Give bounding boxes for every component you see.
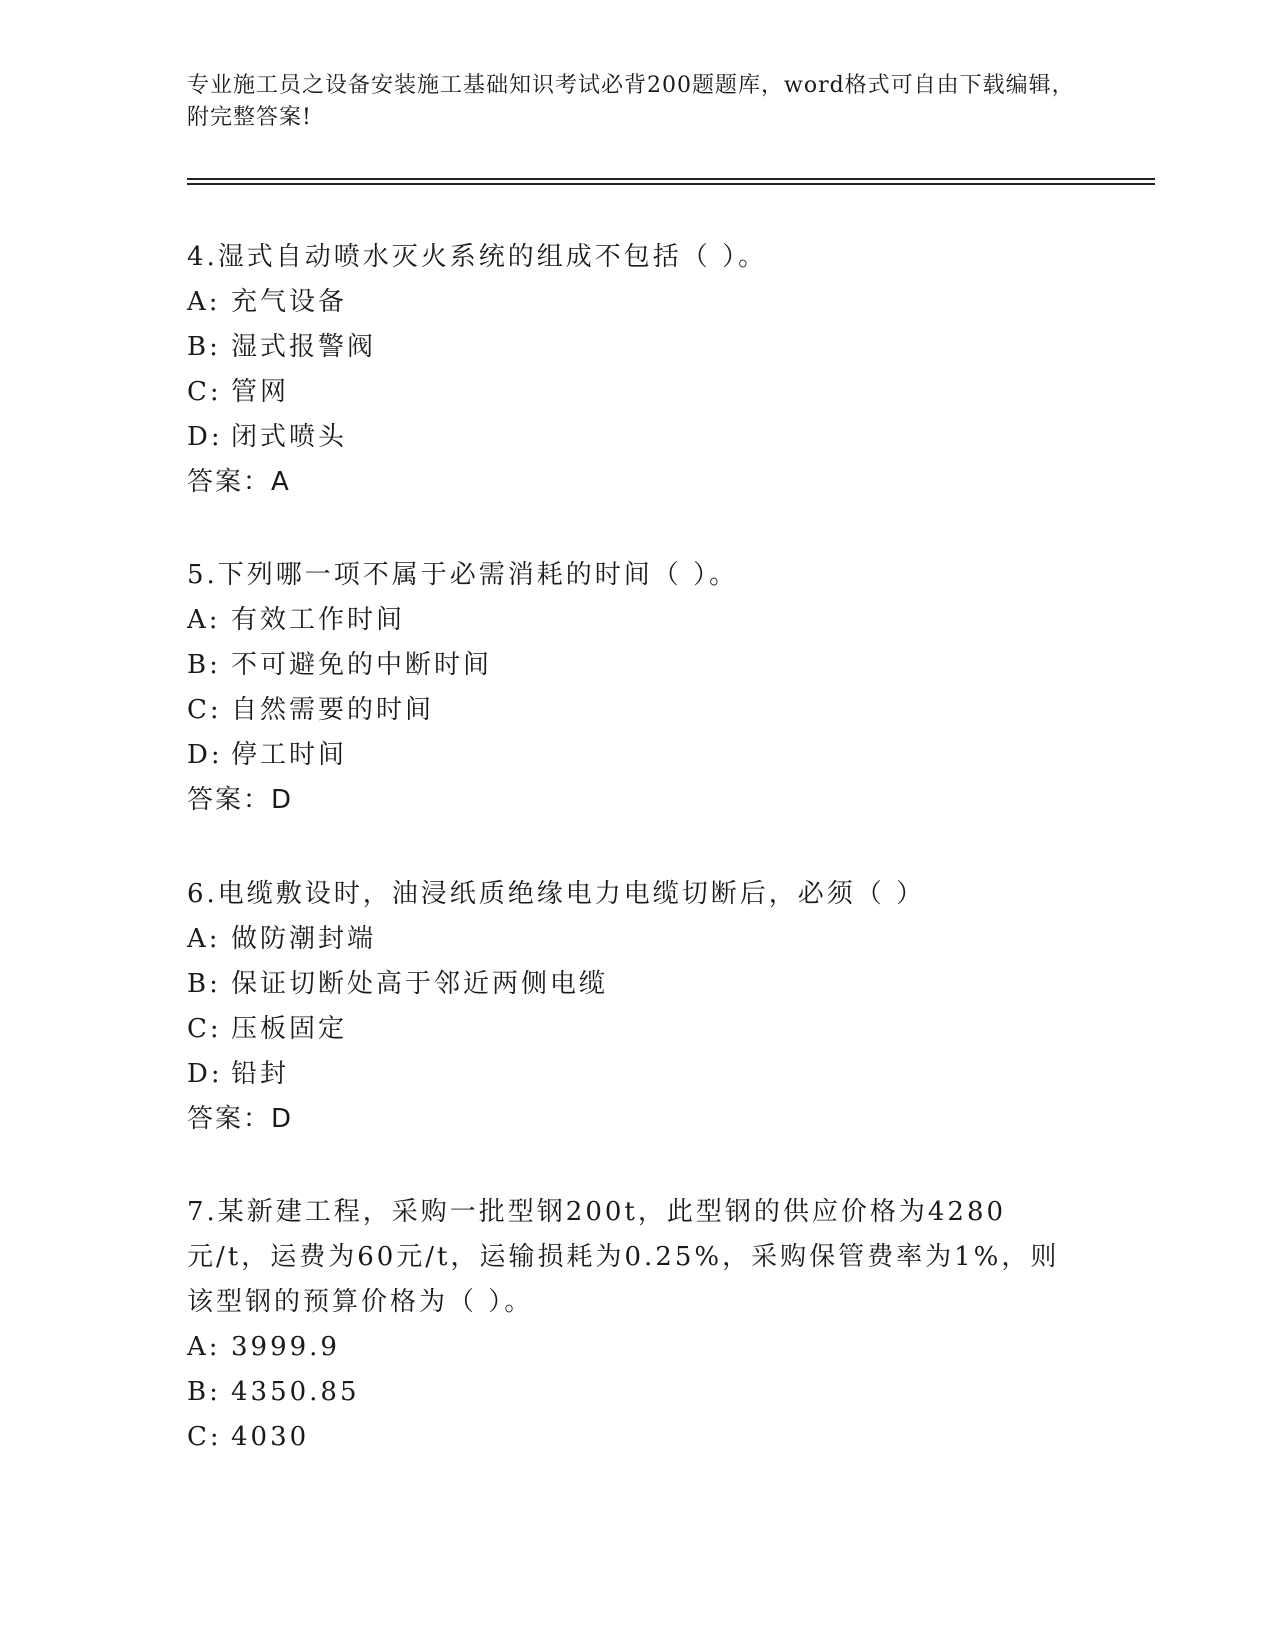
option-key: A:	[187, 924, 221, 954]
option-d	[187, 733, 1087, 778]
option-text: 不可避免的中断时间	[231, 650, 493, 680]
option-key: B:	[187, 650, 221, 680]
option-key: A:	[187, 287, 221, 317]
option-text: 4030	[231, 1422, 310, 1452]
option-key: B:	[187, 332, 221, 362]
option-text: 充气设备	[231, 287, 348, 317]
option-text: 铅封	[231, 1059, 290, 1089]
option-key: C:	[187, 377, 222, 407]
question-stem: 6.电缆敷设时，油浸纸质绝缘电力电缆切断后，必须（ ）	[187, 879, 926, 909]
option-a	[187, 598, 1087, 643]
option-key: B:	[187, 969, 221, 999]
option-text: 做防潮封端	[231, 924, 377, 954]
question-stem: 7.某新建工程，采购一批型钢200t，此型钢的供应价格为4280元/t，运费为60元/t，运输损耗为0.25%，采购保管费率为1%，则该型钢的预算价格为（ ）。	[187, 1197, 1060, 1317]
header-divider-bottom	[187, 183, 1155, 185]
option-d	[187, 415, 1087, 460]
option-c	[187, 370, 1087, 415]
answer-line: 答案：A	[187, 467, 291, 497]
option-key: C:	[187, 1014, 222, 1044]
question-6	[187, 872, 1087, 1142]
option-b	[187, 1370, 1087, 1415]
option-a	[187, 1325, 1087, 1370]
option-text: 压板固定	[231, 1014, 348, 1044]
option-b	[187, 962, 1087, 1007]
option-b	[187, 325, 1087, 370]
option-text: 管网	[231, 377, 290, 407]
option-c	[187, 1007, 1087, 1052]
option-b	[187, 643, 1087, 688]
option-a	[187, 917, 1087, 962]
question-stem: 5.下列哪一项不属于必需消耗的时间（ ）。	[187, 560, 739, 590]
option-text: 保证切断处高于邻近两侧电缆	[231, 969, 609, 999]
question-4	[187, 235, 1087, 505]
option-d	[187, 1052, 1087, 1097]
option-text: 停工时间	[231, 740, 348, 770]
option-text: 自然需要的时间	[231, 695, 435, 725]
question-7	[187, 1190, 1087, 1460]
option-key: D:	[187, 422, 223, 452]
option-text: 闭式喷头	[231, 422, 348, 452]
option-key: D:	[187, 1059, 223, 1089]
answer-line: 答案：D	[187, 785, 294, 815]
option-c	[187, 1415, 1087, 1460]
answer-line: 答案：D	[187, 1104, 294, 1134]
document-header	[187, 70, 1087, 134]
header-divider-top	[187, 178, 1155, 180]
option-text: 有效工作时间	[231, 605, 406, 635]
option-text: 4350.85	[231, 1377, 360, 1407]
option-key: C:	[187, 695, 222, 725]
option-key: B:	[187, 1377, 221, 1407]
question-5	[187, 553, 1087, 823]
option-text: 3999.9	[231, 1332, 340, 1362]
option-c	[187, 688, 1087, 733]
option-key: C:	[187, 1422, 222, 1452]
option-key: A:	[187, 605, 221, 635]
header-title: 专业施工员之设备安装施工基础知识考试必背200题题库，word格式可自由下载编辑，附完整答案!	[187, 73, 1075, 130]
option-a	[187, 280, 1087, 325]
question-stem: 4.湿式自动喷水灭火系统的组成不包括（ ）。	[187, 242, 768, 272]
option-key: A:	[187, 1332, 221, 1362]
option-text: 湿式报警阀	[231, 332, 377, 362]
option-key: D:	[187, 740, 223, 770]
